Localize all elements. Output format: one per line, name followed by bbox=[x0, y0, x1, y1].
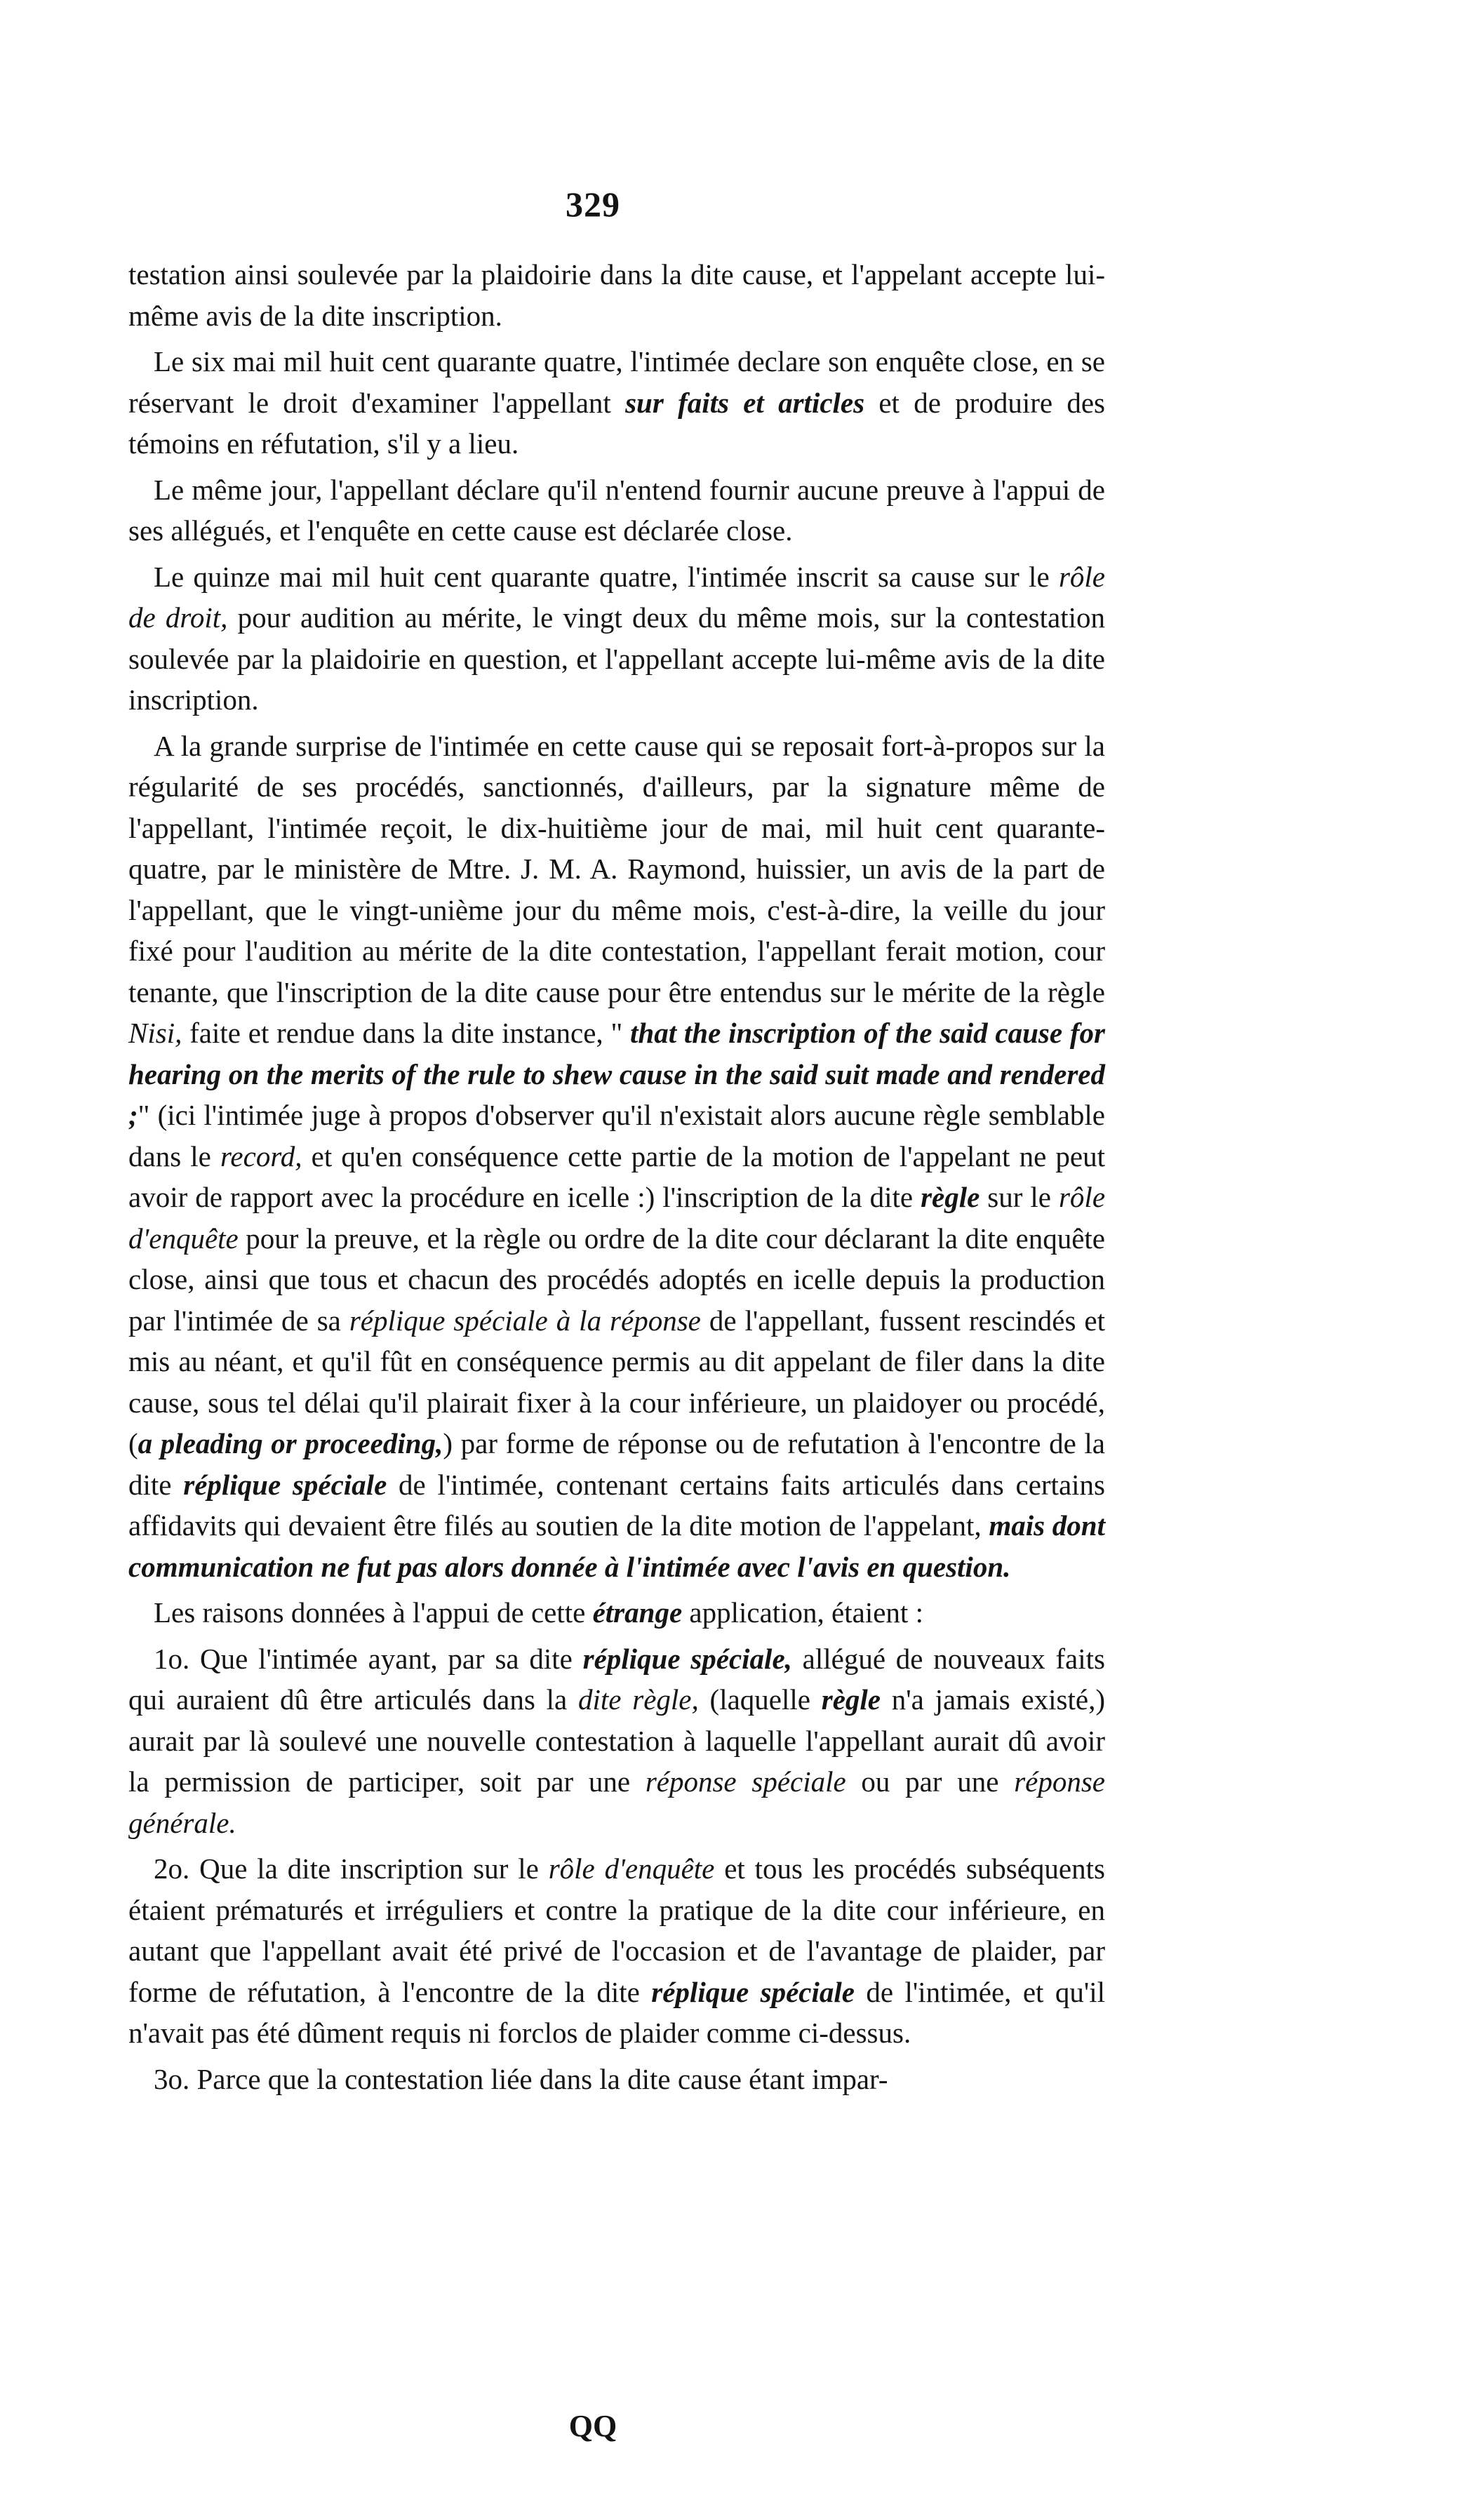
text-segment: testation ainsi soulevée par la plaidoirie dans la dite cause, et l'appelant accepte lui-même avis de la dite inscription. bbox=[128, 258, 1105, 332]
text-segment: de l'intimée, contenant certains faits articulés dans certains affidavits qui devaient être filés au soutien de la dite motion de l'appelant, bbox=[128, 1468, 1105, 1542]
text-segment: dite règle, bbox=[577, 1683, 699, 1716]
text-segment: 3o. Parce que la contestation liée dans la dite cause étant impar- bbox=[154, 2062, 888, 2095]
text-segment: ) par forme de réponse ou de refutation à l'encontre de la dite bbox=[128, 1427, 1105, 1501]
text-segment: ou par une bbox=[845, 1765, 1015, 1798]
text-segment: faite et rendue dans la dite instance, " bbox=[182, 1017, 631, 1049]
paragraph bbox=[128, 1592, 1105, 1633]
text-segment: étrange bbox=[592, 1596, 683, 1629]
text-segment: réponse spéciale bbox=[645, 1765, 846, 1798]
text-segment: règle bbox=[821, 1683, 881, 1716]
text-segment: réplique spéciale bbox=[651, 1975, 855, 2008]
text-segment: de l'appellant, fussent rescindés et mis au néant, et qu'il fût en conséquence permis au dit appelant de filer dans la dite cause, sous tel délai qu'il plairait fixer à la cour inférieure, un plaidoyer ou procédé, ( bbox=[128, 1304, 1105, 1459]
text-segment: Les raisons données à l'appui de cette bbox=[154, 1596, 593, 1629]
paragraph bbox=[128, 341, 1105, 465]
text-segment: " (ici l'intimée juge à propos d'observer qu'il n'existait alors aucune règle semblable dans le bbox=[128, 1099, 1105, 1172]
text-segment: allégué de nouveaux faits qui auraient dû être articulés dans la bbox=[128, 1642, 1105, 1716]
text-segment: rôle d'enquête bbox=[128, 1181, 1106, 1255]
text-segment: rôle d'enquête bbox=[548, 1852, 715, 1885]
paragraph bbox=[128, 556, 1105, 721]
text-segment: Le six mai mil huit cent quarante quatre, l'intimée declare son enquête close, en se réservant le droit d'examiner l'appellant bbox=[128, 345, 1105, 419]
text-segment: sur faits et articles bbox=[625, 386, 865, 419]
page-number: 329 bbox=[566, 185, 620, 224]
text-segment: Nisi, bbox=[128, 1017, 182, 1049]
paragraph bbox=[128, 726, 1105, 1588]
text-segment: réplique spéciale bbox=[183, 1468, 387, 1501]
text-segment: Le quinze mai mil huit cent quarante quatre, l'intimée inscrit sa cause sur le bbox=[154, 560, 1059, 593]
text-segment: record, bbox=[220, 1140, 302, 1172]
paragraph bbox=[128, 254, 1105, 336]
body-text bbox=[128, 254, 1105, 2104]
text-segment: pour audition au mérite, le vingt deux du même mois, sur la contestation soulevée par la plaidoirie en question, et l'appellant accepte lui-même avis de la dite inscription. bbox=[128, 601, 1105, 716]
text-segment: that the inscription of the said cause for hearing on the merits of the rule to shew cause in the said suit made and rendered ; bbox=[128, 1017, 1105, 1131]
text-segment: A la grande surprise de l'intimée en cette cause qui se reposait fort-à-propos sur la régularité de ses procédés, sanctionnés, d'ailleurs, par la signature même de l'appellant, l'intimée reçoit, le dix-huitième jour de mai, mil huit cent quarante-quatre, par le ministère de Mtre. J. M. A. Raymond, huissier, un avis de la part de l'appellant, que le vingt-unième jour du même mois, c'est-à-dire, la veille du jour fixé pour l'audition au mérite de la dite contestation, l'appellant ferait motion, cour tenante, que l'inscription de la dite cause pour être entendus sur le mérite de la règle bbox=[128, 729, 1105, 1008]
text-segment: rôle de droit, bbox=[128, 560, 1105, 634]
text-segment: et qu'en conséquence cette partie de la motion de l'appelant ne peut avoir de rapport avec la procédure en icelle :) l'inscription de la dite bbox=[128, 1140, 1105, 1213]
text-segment: n'a jamais existé,) aurait par là soulevé une nouvelle contestation à laquelle l'appellant aurait dû avoir la permission de participer, soit par une bbox=[128, 1683, 1106, 1798]
paragraph bbox=[128, 1638, 1105, 1844]
text-segment: (laquelle bbox=[698, 1683, 822, 1716]
text-segment: réplique spéciale, bbox=[582, 1642, 792, 1675]
text-segment: réplique spéciale à la réponse bbox=[349, 1304, 701, 1337]
text-segment: 1o. Que l'intimée ayant, par sa dite bbox=[154, 1642, 583, 1675]
text-segment: sur le bbox=[980, 1181, 1059, 1213]
paragraph bbox=[128, 2059, 1105, 2100]
text-segment: application, étaient : bbox=[682, 1596, 923, 1629]
text-segment: mais dont communication ne fut pas alors donnée à l'intimée avec l'avis en question. bbox=[128, 1509, 1106, 1583]
text-segment: réponse générale. bbox=[128, 1765, 1105, 1839]
text-segment: règle bbox=[921, 1181, 980, 1213]
text-segment: et tous les procédés subséquents étaient prématurés et irréguliers et contre la pratique de la dite cour inférieure, en autant que l'appellant avait été privé de l'occasion et de l'avantage de plaider, par forme de réfutation, à l'encontre de la dite bbox=[128, 1852, 1105, 2008]
paragraph bbox=[128, 1848, 1105, 2054]
paragraph bbox=[128, 469, 1105, 552]
text-segment: Le même jour, l'appellant déclare qu'il n'entend fournir aucune preuve à l'appui de ses allégués, et l'enquête en cette cause est déclarée close. bbox=[128, 473, 1105, 547]
text-segment: et de produire des témoins en réfutation, s'il y a lieu. bbox=[128, 386, 1105, 460]
signature-mark: QQ bbox=[568, 2409, 617, 2443]
text-segment: de l'intimée, et qu'il n'avait pas été dûment requis ni forclos de plaider comme ci-dessus. bbox=[128, 1975, 1105, 2049]
text-segment: a pleading or proceeding, bbox=[138, 1427, 443, 1459]
text-segment: 2o. Que la dite inscription sur le bbox=[154, 1852, 549, 1885]
text-segment: pour la preuve, et la règle ou ordre de la dite cour déclarant la dite enquête close, ainsi que tous et chacun des procédés adoptés en icelle depuis la production par l'intimée de sa bbox=[128, 1222, 1105, 1337]
